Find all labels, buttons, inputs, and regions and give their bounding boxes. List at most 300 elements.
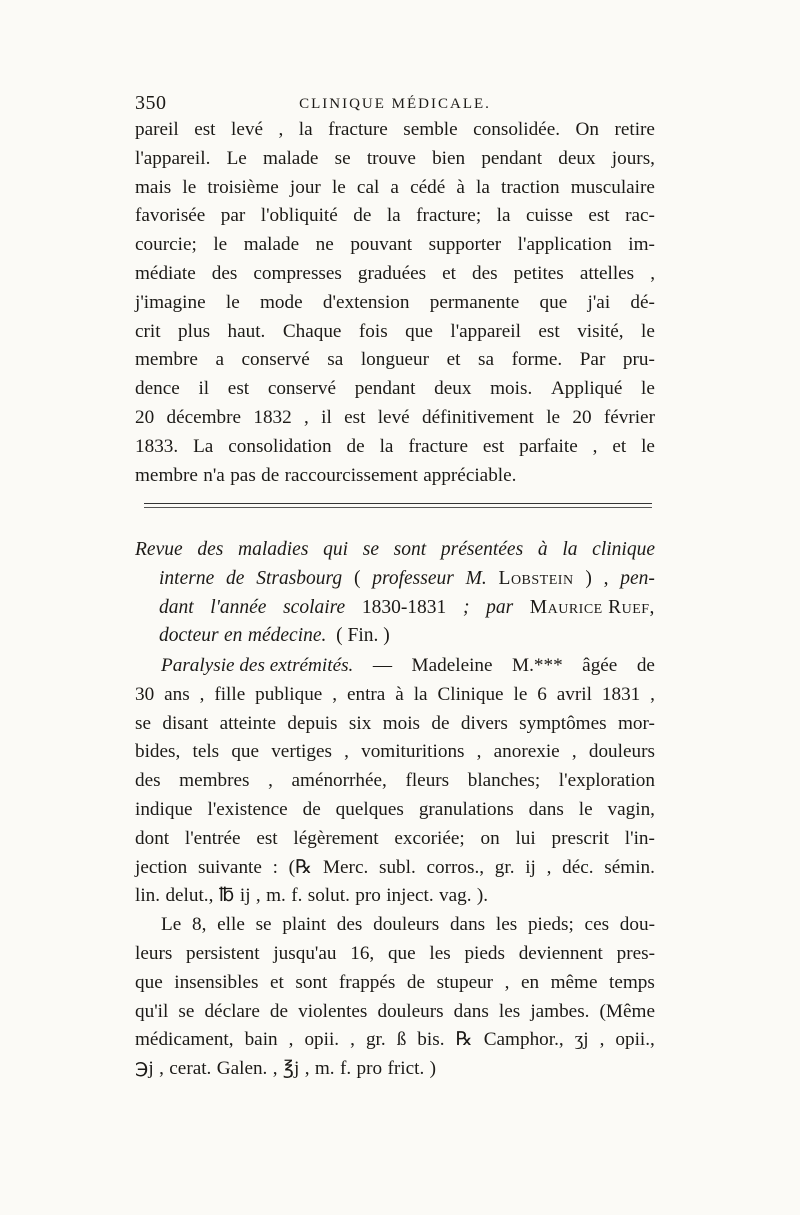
word: la (476, 176, 490, 198)
word: traction (501, 176, 560, 198)
word: Galen. (216, 1058, 268, 1080)
word: plaint (282, 914, 327, 936)
word: l'entrée (184, 827, 241, 849)
word: par (220, 205, 246, 227)
word: douleurs (373, 914, 440, 936)
text-line (135, 710, 655, 739)
word: 16, (350, 942, 375, 964)
word: ℈j (135, 1058, 154, 1080)
word: suivante (197, 856, 262, 878)
word: inject. (386, 885, 434, 907)
word: gr. (494, 856, 515, 878)
word: frict. (387, 1058, 425, 1080)
word: ( (353, 567, 361, 589)
word: de (353, 205, 372, 227)
word: jambes. (530, 1000, 590, 1022)
word: on (480, 827, 500, 849)
word: Paralysie des extrémités. (161, 655, 354, 676)
text-line (135, 969, 655, 998)
word: se (362, 539, 379, 560)
word: trouve (366, 147, 416, 169)
word: interne (159, 567, 215, 589)
word: levé (377, 406, 410, 428)
word: Clinique (437, 683, 504, 705)
text-line (135, 174, 655, 203)
word: le (225, 291, 240, 313)
word: permanente (429, 291, 520, 313)
word: il (321, 406, 332, 428)
word: (℞ (288, 856, 313, 878)
word: ʒj (574, 1029, 589, 1051)
word: deviennent (518, 942, 603, 964)
word: mode (260, 291, 303, 313)
word: l'existence (207, 798, 288, 820)
word: le (641, 378, 655, 400)
word: par (486, 596, 514, 618)
word: crit (135, 320, 161, 342)
word: haut. (227, 320, 266, 342)
word: — (372, 655, 393, 676)
word: des (197, 539, 224, 560)
word: décembre (166, 406, 242, 428)
word: est (482, 435, 505, 457)
section-heading (135, 536, 655, 651)
word: bien (432, 147, 466, 169)
text-line (135, 998, 655, 1027)
word: subl. (378, 856, 416, 878)
word: petites (513, 262, 564, 284)
word: Lobstein (498, 567, 574, 589)
word: 20 (135, 406, 155, 428)
word: les (429, 942, 451, 964)
word: ℞ (455, 1029, 473, 1051)
word: Camphor., (483, 1029, 564, 1051)
word: dans (453, 1000, 489, 1022)
word: se (135, 712, 151, 734)
word: médecine. (247, 625, 327, 647)
word: On (575, 119, 599, 140)
word: les (498, 1000, 521, 1022)
word: vomituritions (361, 741, 465, 763)
word: m. (266, 885, 286, 907)
word: pres- (616, 942, 655, 964)
word: ℔ (218, 885, 235, 907)
word: de (431, 712, 450, 734)
word: conservé (241, 349, 310, 371)
word: est (256, 827, 278, 849)
word: à (456, 176, 465, 198)
text-line (135, 1055, 655, 1084)
word: à (395, 683, 404, 705)
word: est (588, 205, 610, 227)
text-line (135, 433, 655, 462)
word: , (504, 971, 510, 993)
word: stupeur (436, 971, 494, 993)
word: légèrement (293, 827, 379, 849)
word: de (406, 971, 426, 993)
word: fille (214, 683, 246, 705)
word: membres (179, 770, 250, 792)
word: elle (217, 914, 245, 936)
word: les (495, 914, 518, 936)
word: d'extension (322, 291, 410, 313)
word: ( Fin. ) (336, 625, 390, 647)
word: plus (178, 320, 211, 342)
word: vagin, (607, 798, 655, 820)
word: fracture (328, 119, 388, 140)
word: dant (159, 596, 194, 618)
word: (Même (599, 1000, 655, 1022)
word: opii., (615, 1029, 655, 1051)
word: graduées (357, 262, 427, 284)
word: , (278, 119, 284, 140)
word: supporter (428, 234, 502, 256)
word: Revue (135, 539, 183, 560)
text-line (135, 404, 655, 433)
word: dont (135, 827, 170, 849)
word: même (550, 971, 598, 993)
word: M.*** (512, 655, 563, 676)
word: im- (628, 234, 655, 256)
word: l'année (210, 596, 267, 618)
heading-line-2 (135, 565, 655, 594)
paragraph-paralysie (135, 652, 655, 1084)
word: favorisée (135, 205, 206, 227)
word: lin. (135, 885, 161, 907)
word: qu'il (135, 1000, 169, 1022)
word: , (332, 683, 338, 705)
word: membre (135, 349, 198, 371)
word: malade (243, 234, 300, 256)
word: mois (382, 712, 421, 734)
word: pen- (620, 567, 655, 589)
word: , (199, 683, 205, 705)
word: prescrit (551, 827, 610, 849)
word: le (182, 176, 197, 198)
word: consolidée. (473, 119, 561, 140)
word: et (442, 262, 456, 284)
word: membre (135, 464, 198, 486)
word: frappés (338, 971, 396, 993)
word: insensibles (174, 971, 259, 993)
word: indique (135, 798, 193, 820)
text-line (135, 145, 655, 174)
word: tels (192, 741, 220, 763)
word: le (578, 798, 593, 820)
word: médiate (135, 262, 196, 284)
word: jours, (611, 147, 655, 169)
word: mor- (617, 712, 655, 734)
word: il (198, 378, 210, 400)
word: j'imagine (135, 291, 206, 313)
word: cal (356, 176, 380, 198)
word: , (159, 1058, 164, 1080)
word: et (446, 349, 461, 371)
word: , (599, 1029, 605, 1051)
word: clinique (592, 539, 655, 560)
word: La (193, 435, 214, 457)
word: médicament, (135, 1029, 234, 1051)
word: douleurs (377, 1000, 444, 1022)
word: , (272, 1058, 278, 1080)
word: compresses (253, 262, 342, 284)
word: à (537, 539, 548, 560)
word: pendant (481, 147, 543, 169)
word: consolidation (228, 435, 332, 457)
section-divider (144, 503, 652, 511)
word: 1832 (253, 406, 292, 428)
text-line (135, 854, 655, 883)
word: et (612, 435, 627, 457)
word: , (546, 856, 552, 878)
word: de (302, 798, 321, 820)
word: 1831 (601, 683, 641, 705)
word: mois. (490, 378, 533, 400)
text-line (135, 796, 655, 825)
word: anorexie (493, 741, 560, 763)
word: 8, (192, 914, 207, 936)
text-line (135, 681, 655, 710)
word: est (227, 378, 250, 400)
word: vag. (439, 885, 472, 907)
text-line (135, 940, 655, 969)
word: de (269, 1000, 289, 1022)
word: l'obliquité (260, 205, 338, 227)
word: raccourcissement (284, 464, 418, 486)
word: rac- (625, 205, 655, 227)
word: scolaire (283, 596, 346, 618)
word: l'exploration (558, 770, 655, 792)
word: Strasbourg (256, 567, 343, 589)
word: ij (525, 856, 536, 878)
word: 30 (135, 683, 155, 705)
word: le (546, 406, 561, 428)
word: sont (295, 971, 328, 993)
word: pieds; (527, 914, 574, 936)
word: publique (255, 683, 323, 705)
word: que (135, 971, 163, 993)
word: retire (614, 119, 655, 140)
word: en (224, 625, 243, 647)
word: sa (327, 349, 344, 371)
text-line (135, 231, 655, 260)
word: pru- (622, 349, 655, 371)
word: 20 (572, 406, 592, 428)
word: , (571, 741, 577, 763)
word: sémin. (604, 856, 655, 878)
word: atteinte (219, 712, 277, 734)
word: visité, (577, 320, 624, 342)
word: deux (558, 147, 596, 169)
word: pro (356, 1058, 383, 1080)
word: dans (449, 914, 486, 936)
word: excoriée; (394, 827, 465, 849)
word: dé- (630, 291, 655, 313)
word: douleurs (588, 741, 655, 763)
text-line (135, 116, 655, 145)
word: ß (396, 1029, 407, 1051)
word: ) (585, 567, 592, 589)
word: blanches; (467, 770, 541, 792)
word: la (413, 683, 428, 705)
word: , (603, 567, 609, 589)
word: fois (358, 320, 388, 342)
word: pareil (135, 119, 179, 140)
text-line (135, 882, 655, 911)
word: bis. (417, 1029, 445, 1051)
word: la (298, 119, 313, 140)
word: Madeleine (411, 655, 493, 676)
text-line (135, 346, 655, 375)
paragraph-fracture-case (135, 116, 655, 490)
word: 1833. (135, 435, 179, 457)
word: en (520, 971, 540, 993)
word: vertiges (271, 741, 332, 763)
word: quelques (335, 798, 404, 820)
word: persistent (186, 942, 260, 964)
word: parfaite (519, 435, 578, 457)
word: et (270, 971, 284, 993)
word: âgée (582, 655, 618, 676)
heading-line-3 (135, 594, 655, 623)
word: six (348, 712, 372, 734)
word: , (592, 435, 598, 457)
word: lui (515, 827, 536, 849)
word: le (513, 683, 528, 705)
text-line (135, 825, 655, 854)
word: deux (434, 378, 472, 400)
word: le (641, 320, 655, 342)
word: l'application (517, 234, 612, 256)
word: j'ai (587, 291, 611, 313)
word: déclare (204, 1000, 260, 1022)
word: Le (161, 914, 182, 936)
word: déc. (562, 856, 594, 878)
word: , (650, 262, 655, 284)
word: gr. (365, 1029, 386, 1051)
word: ℥j (282, 1058, 300, 1080)
word: ces (584, 914, 610, 936)
word: sont (393, 539, 427, 560)
word: cédé (410, 176, 446, 198)
word: le (641, 435, 655, 457)
word: jection (135, 856, 188, 878)
word: troisième (207, 176, 279, 198)
word: ne (315, 234, 334, 256)
word: 6 (537, 683, 547, 705)
word: a (215, 349, 224, 371)
word: présentées (440, 539, 524, 560)
word: de (636, 655, 655, 676)
word: courcie; (135, 234, 197, 256)
word: dou- (619, 914, 655, 936)
text-line (135, 318, 655, 347)
word: se (178, 1000, 195, 1022)
word: que (539, 291, 568, 313)
word: docteur (159, 625, 219, 647)
word: Le (226, 147, 247, 169)
word: définitivement (421, 406, 534, 428)
word: f. (339, 1058, 352, 1080)
text-line (135, 911, 655, 940)
word: que (405, 320, 433, 342)
word: se (255, 914, 272, 936)
word: l'appareil (450, 320, 521, 342)
word: entra (346, 683, 386, 705)
word: temps (609, 971, 655, 993)
word: n'a (203, 464, 225, 486)
word: fracture; (416, 205, 482, 227)
word: cerat. (169, 1058, 212, 1080)
word: ). (476, 885, 489, 907)
word: Par (579, 349, 606, 371)
word: qui (323, 539, 349, 560)
word: longueur (360, 349, 430, 371)
word: des (211, 262, 238, 284)
text-line (135, 767, 655, 796)
word: , (255, 885, 261, 907)
word: , (476, 741, 482, 763)
word: est (194, 119, 216, 140)
page-number: 350 (135, 92, 167, 114)
word: m. (314, 1058, 335, 1080)
word: mais (135, 176, 172, 198)
text-line (135, 289, 655, 318)
word: attelles (579, 262, 635, 284)
word: , (350, 1029, 355, 1051)
word: semble (403, 119, 458, 140)
word: la (379, 435, 394, 457)
word: des (472, 262, 498, 284)
word: f. (291, 885, 303, 907)
word: : (272, 856, 278, 878)
word: , (288, 1029, 294, 1051)
word: disant (162, 712, 209, 734)
word: que (387, 942, 416, 964)
word: février (603, 406, 655, 428)
word: appréciable. (423, 464, 517, 486)
text-line (135, 202, 655, 231)
word: dence (135, 378, 180, 400)
word: le (331, 176, 346, 198)
word: , (304, 1058, 310, 1080)
word: bain (244, 1029, 278, 1051)
heading-line-4 (135, 622, 655, 651)
word: corros., (426, 856, 485, 878)
word: Appliqué (550, 378, 623, 400)
word: de (346, 435, 365, 457)
word: divers (460, 712, 508, 734)
running-title: CLINIQUE MÉDICALE. (299, 96, 491, 112)
word: jour (289, 176, 321, 198)
heading-line-1 (135, 536, 655, 565)
word: levé (231, 119, 263, 140)
word: cuisse (525, 205, 573, 227)
word: , (304, 406, 309, 428)
text-line (135, 462, 655, 491)
word: la (496, 205, 511, 227)
word: pouvant (350, 234, 413, 256)
word: bides, (135, 741, 181, 763)
word: fleurs (405, 770, 450, 792)
word: conservé (267, 378, 336, 400)
text-line (135, 375, 655, 404)
word: Merc. (322, 856, 369, 878)
word: violentes (298, 1000, 368, 1022)
word: maladies (238, 539, 309, 560)
word: , (268, 770, 273, 792)
word: jusqu'au (273, 942, 337, 964)
